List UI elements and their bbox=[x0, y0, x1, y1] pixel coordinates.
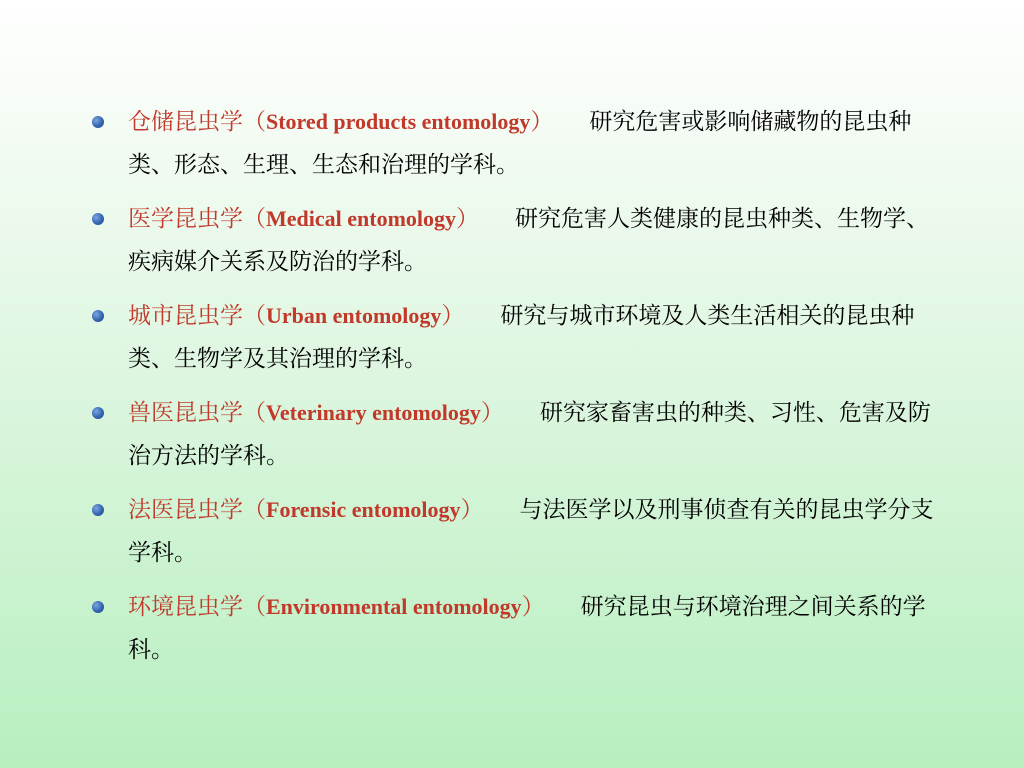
open-paren: （ bbox=[243, 109, 266, 135]
list-item bbox=[88, 391, 938, 478]
item-description: 研究危害或影响储藏物的昆虫种类、形态、生理、生态和治理的学科。 bbox=[128, 109, 912, 178]
term-chinese: 城市昆虫学 bbox=[128, 303, 243, 329]
close-paren: ） bbox=[530, 109, 554, 135]
term-chinese: 仓储昆虫学 bbox=[128, 109, 243, 135]
bullet-icon bbox=[92, 504, 104, 516]
term-english: Medical entomology bbox=[266, 206, 457, 231]
open-paren: （ bbox=[243, 206, 266, 232]
item-description: 研究家畜害虫的种类、习性、危害及防治方法的学科。 bbox=[128, 400, 931, 469]
open-paren: （ bbox=[243, 303, 266, 329]
open-paren: （ bbox=[243, 497, 266, 523]
term-chinese: 兽医昆虫学 bbox=[128, 400, 243, 426]
term-english: Environmental entomology bbox=[266, 594, 522, 619]
bullet-icon bbox=[92, 310, 104, 322]
open-paren: （ bbox=[243, 594, 266, 620]
list-item bbox=[88, 197, 938, 284]
item-description: 与法医学以及刑事侦查有关的昆虫学分支学科。 bbox=[128, 497, 934, 566]
term-english: Urban entomology bbox=[266, 303, 442, 328]
item-description: 研究危害人类健康的昆虫种类、生物学、疾病媒介关系及防治的学科。 bbox=[128, 206, 930, 275]
list-item bbox=[88, 294, 938, 381]
bullet-icon bbox=[92, 116, 104, 128]
close-paren: ） bbox=[521, 594, 545, 620]
close-paren: ） bbox=[441, 303, 465, 329]
close-paren: ） bbox=[460, 497, 484, 523]
open-paren: （ bbox=[243, 400, 266, 426]
item-description: 研究昆虫与环境治理之间关系的学科。 bbox=[128, 594, 926, 663]
close-paren: ） bbox=[456, 206, 480, 232]
list-item bbox=[88, 100, 938, 187]
term-english: Veterinary entomology bbox=[266, 400, 481, 425]
bullet-icon bbox=[92, 407, 104, 419]
item-description: 研究与城市环境及人类生活相关的昆虫种类、生物学及其治理的学科。 bbox=[128, 303, 915, 372]
list-item bbox=[88, 585, 938, 672]
list-item bbox=[88, 488, 938, 575]
close-paren: ） bbox=[480, 400, 504, 426]
bullet-icon bbox=[92, 213, 104, 225]
bullet-icon bbox=[92, 601, 104, 613]
term-english: Forensic entomology bbox=[266, 497, 461, 522]
bullet-list bbox=[88, 100, 938, 682]
term-chinese: 医学昆虫学 bbox=[128, 206, 243, 232]
term-chinese: 环境昆虫学 bbox=[128, 594, 243, 620]
term-chinese: 法医昆虫学 bbox=[128, 497, 243, 523]
term-english: Stored products entomology bbox=[266, 109, 531, 134]
